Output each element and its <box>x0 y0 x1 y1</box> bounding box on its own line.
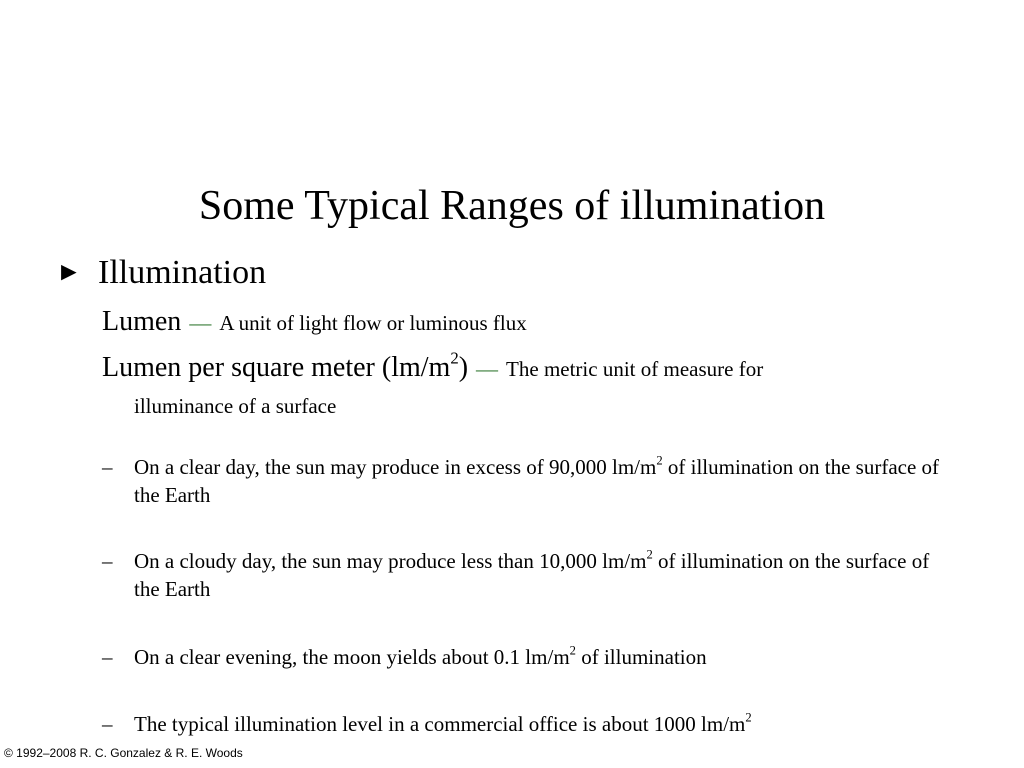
bullet-label: Illumination <box>98 254 267 291</box>
sub-item-text <box>102 710 952 738</box>
sub-item-text-main: On a clear evening, the moon yields about 0.1 lm/m <box>134 645 570 669</box>
bullet-illumination <box>56 252 266 293</box>
definition-description-continued: illuminance of a surface <box>134 394 337 418</box>
definition-term-close: ) <box>458 352 469 383</box>
superscript: 2 <box>745 710 752 725</box>
definition-term-text: Lumen per square meter (lm/m <box>102 352 451 383</box>
sub-item-text <box>102 643 952 671</box>
sub-item-cloudy-day <box>102 547 952 603</box>
dash-bullet-icon: – <box>102 455 113 479</box>
superscript: 2 <box>646 547 653 562</box>
triangle-bullet-icon: ► <box>56 257 82 286</box>
definition-term <box>102 348 469 383</box>
sub-item-clear-evening <box>102 643 952 671</box>
sub-item-text <box>102 547 952 603</box>
superscript: 2 <box>569 643 576 658</box>
definition-dash: — <box>476 356 499 381</box>
sub-item-clear-day <box>102 453 952 509</box>
sub-item-text-main: On a clear day, the sun may produce in excess of 90,000 lm/m <box>134 455 657 479</box>
definition-lumen-per-square-meter <box>102 348 932 420</box>
dash-bullet-icon: – <box>102 549 113 573</box>
dash-bullet-icon: – <box>102 645 113 669</box>
sub-item-text-main: The typical illumination level in a commercial office is about 1000 lm/m <box>134 712 746 736</box>
sub-item-text-main: On a cloudy day, the sun may produce less than 10,000 lm/m <box>134 549 647 573</box>
copyright-footer: © 1992–2008 R. C. Gonzalez & R. E. Woods <box>4 746 243 760</box>
sub-item-commercial-office <box>102 710 952 738</box>
sub-item-text <box>102 453 952 509</box>
sub-item-text-rest: of illumination on the surface of the Earth <box>134 549 930 601</box>
definition-term: Lumen <box>102 306 182 337</box>
dash-bullet-icon: – <box>102 712 113 736</box>
definition-description: A unit of light flow or luminous flux <box>219 311 527 335</box>
sub-item-text-rest: of illumination on the surface of the Earth <box>134 455 940 507</box>
definition-description: The metric unit of measure for <box>506 357 764 381</box>
superscript: 2 <box>450 348 459 368</box>
slide-title: Some Typical Ranges of illumination <box>198 183 826 229</box>
sub-item-text-rest: of illumination <box>575 645 707 669</box>
definition-lumen <box>102 304 932 344</box>
definition-dash: — <box>189 310 212 335</box>
superscript: 2 <box>656 453 663 468</box>
